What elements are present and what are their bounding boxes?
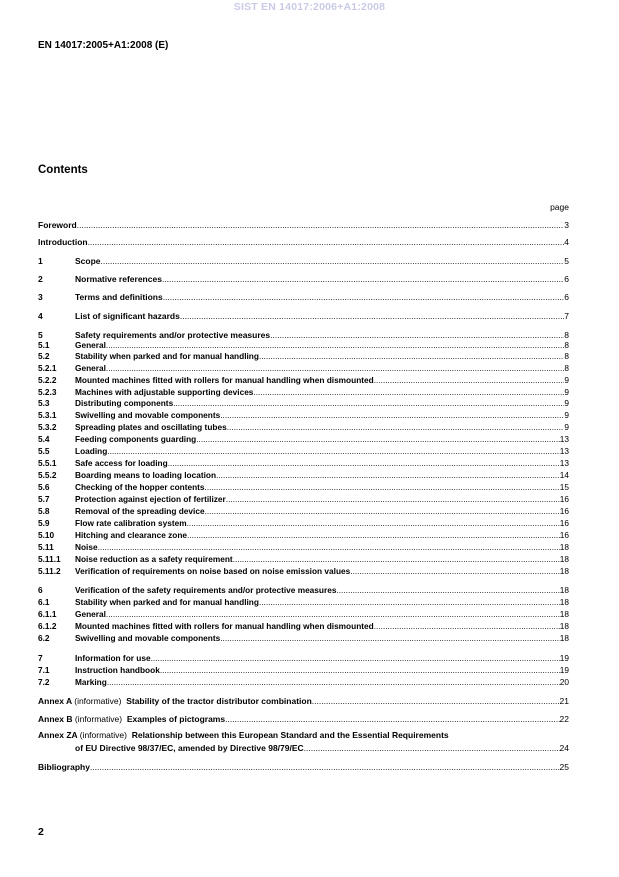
toc-entry-6[interactable]: 6 Verification of the safety requirements and/or protective measures ..... 18	[38, 584, 569, 596]
toc-entry-5-3-1[interactable]: 5.3.1 Swivelling and movable components ..... 9	[38, 409, 569, 421]
toc-entry-5-8[interactable]: 5.8 Removal of the spreading device ..... 16	[38, 505, 569, 517]
toc-entry-5-5-2[interactable]: 5.5.2 Boarding means to loading location ..... 14	[38, 469, 569, 481]
toc-entry-3[interactable]: 3 Terms and definitions ..... 6	[38, 291, 569, 303]
toc-entry-annex-za-line2[interactable]: of EU Directive 98/37/EC, amended by Directive 98/79/EC ..... 24	[75, 742, 569, 754]
toc-entry-5-7[interactable]: 5.7 Protection against ejection of fertilizer ..... 16	[38, 493, 569, 505]
contents-title: Contents	[38, 164, 88, 176]
toc-entry-5-2[interactable]: 5.2 Stability when parked and for manual handling ..... 8	[38, 350, 569, 362]
toc-entry-5-6[interactable]: 5.6 Checking of the hopper contents ..... 15	[38, 481, 569, 493]
toc-entry-7-2[interactable]: 7.2 Marking ..... 20	[38, 676, 569, 688]
toc-entry-5-5-1[interactable]: 5.5.1 Safe access for loading ..... 13	[38, 457, 569, 469]
toc-entry-6-2[interactable]: 6.2 Swivelling and movable components ..... 18	[38, 632, 569, 644]
page-number: 2	[38, 826, 44, 838]
toc-entry-6-1-2[interactable]: 6.1.2 Mounted machines fitted with rollers for manual handling when dismounted ..... 18	[38, 620, 569, 632]
toc-entry-annex-za-line1[interactable]: Annex ZA (informative) Relationship between this European Standard and the Essential Requirements	[38, 730, 449, 740]
toc-entry-5-11-1[interactable]: 5.11.1 Noise reduction as a safety requirement ..... 18	[38, 553, 569, 565]
toc-entry-5[interactable]: 5 Safety requirements and/or protective measures ..... 8	[38, 329, 569, 341]
watermark: SIST EN 14017:2006+A1:2008	[233, 1, 386, 13]
toc-entry-5-10[interactable]: 5.10 Hitching and clearance zone ..... 16	[38, 529, 569, 541]
toc-entry-foreword[interactable]: Foreword ..... 3	[38, 219, 569, 231]
toc-entry-5-11[interactable]: 5.11 Noise ..... 18	[38, 541, 569, 553]
toc-entry-bibliography[interactable]: Bibliography ..... 25	[38, 761, 569, 773]
toc-entry-5-1[interactable]: 5.1 General ..... 8	[38, 339, 569, 351]
toc-entry-6-1-1[interactable]: 6.1.1 General ..... 18	[38, 608, 569, 620]
toc-entry-6-1[interactable]: 6.1 Stability when parked and for manual handling ..... 18	[38, 596, 569, 608]
toc-entry-5-2-3[interactable]: 5.2.3 Machines with adjustable supporting devices ..... 9	[38, 386, 569, 398]
toc-entry-5-9[interactable]: 5.9 Flow rate calibration system ..... 16	[38, 517, 569, 529]
toc-entry-2[interactable]: 2 Normative references ..... 6	[38, 273, 569, 285]
page-column-label: page	[550, 202, 569, 212]
toc-entry-7[interactable]: 7 Information for use ..... 19	[38, 652, 569, 664]
toc-entry-4[interactable]: 4 List of significant hazards ..... 7	[38, 310, 569, 322]
toc-entry-5-3-2[interactable]: 5.3.2 Spreading plates and oscillating tubes ..... 9	[38, 421, 569, 433]
toc-entry-1[interactable]: 1 Scope ..... 5	[38, 255, 569, 267]
toc-entry-5-11-2[interactable]: 5.11.2 Verification of requirements on noise based on noise emission values ..... 18	[38, 565, 569, 577]
toc-entry-7-1[interactable]: 7.1 Instruction handbook ..... 19	[38, 664, 569, 676]
toc-entry-5-2-1[interactable]: 5.2.1 General ..... 8	[38, 362, 569, 374]
toc-entry-annex-a[interactable]: Annex A (informative) Stability of the tractor distributor combination ..... 21	[38, 695, 569, 707]
toc-entry-5-3[interactable]: 5.3 Distributing components ..... 9	[38, 397, 569, 409]
toc-entry-5-5[interactable]: 5.5 Loading ..... 13	[38, 445, 569, 457]
document-code: EN 14017:2005+A1:2008 (E)	[38, 40, 169, 51]
toc-entry-annex-b[interactable]: Annex B (informative) Examples of pictograms ..... 22	[38, 713, 569, 725]
toc-entry-5-4[interactable]: 5.4 Feeding components guarding ..... 13	[38, 433, 569, 445]
toc-entry-5-2-2[interactable]: 5.2.2 Mounted machines fitted with rollers for manual handling when dismounted ..... 9	[38, 374, 569, 386]
toc-entry-introduction[interactable]: Introduction ..... 4	[38, 236, 569, 248]
